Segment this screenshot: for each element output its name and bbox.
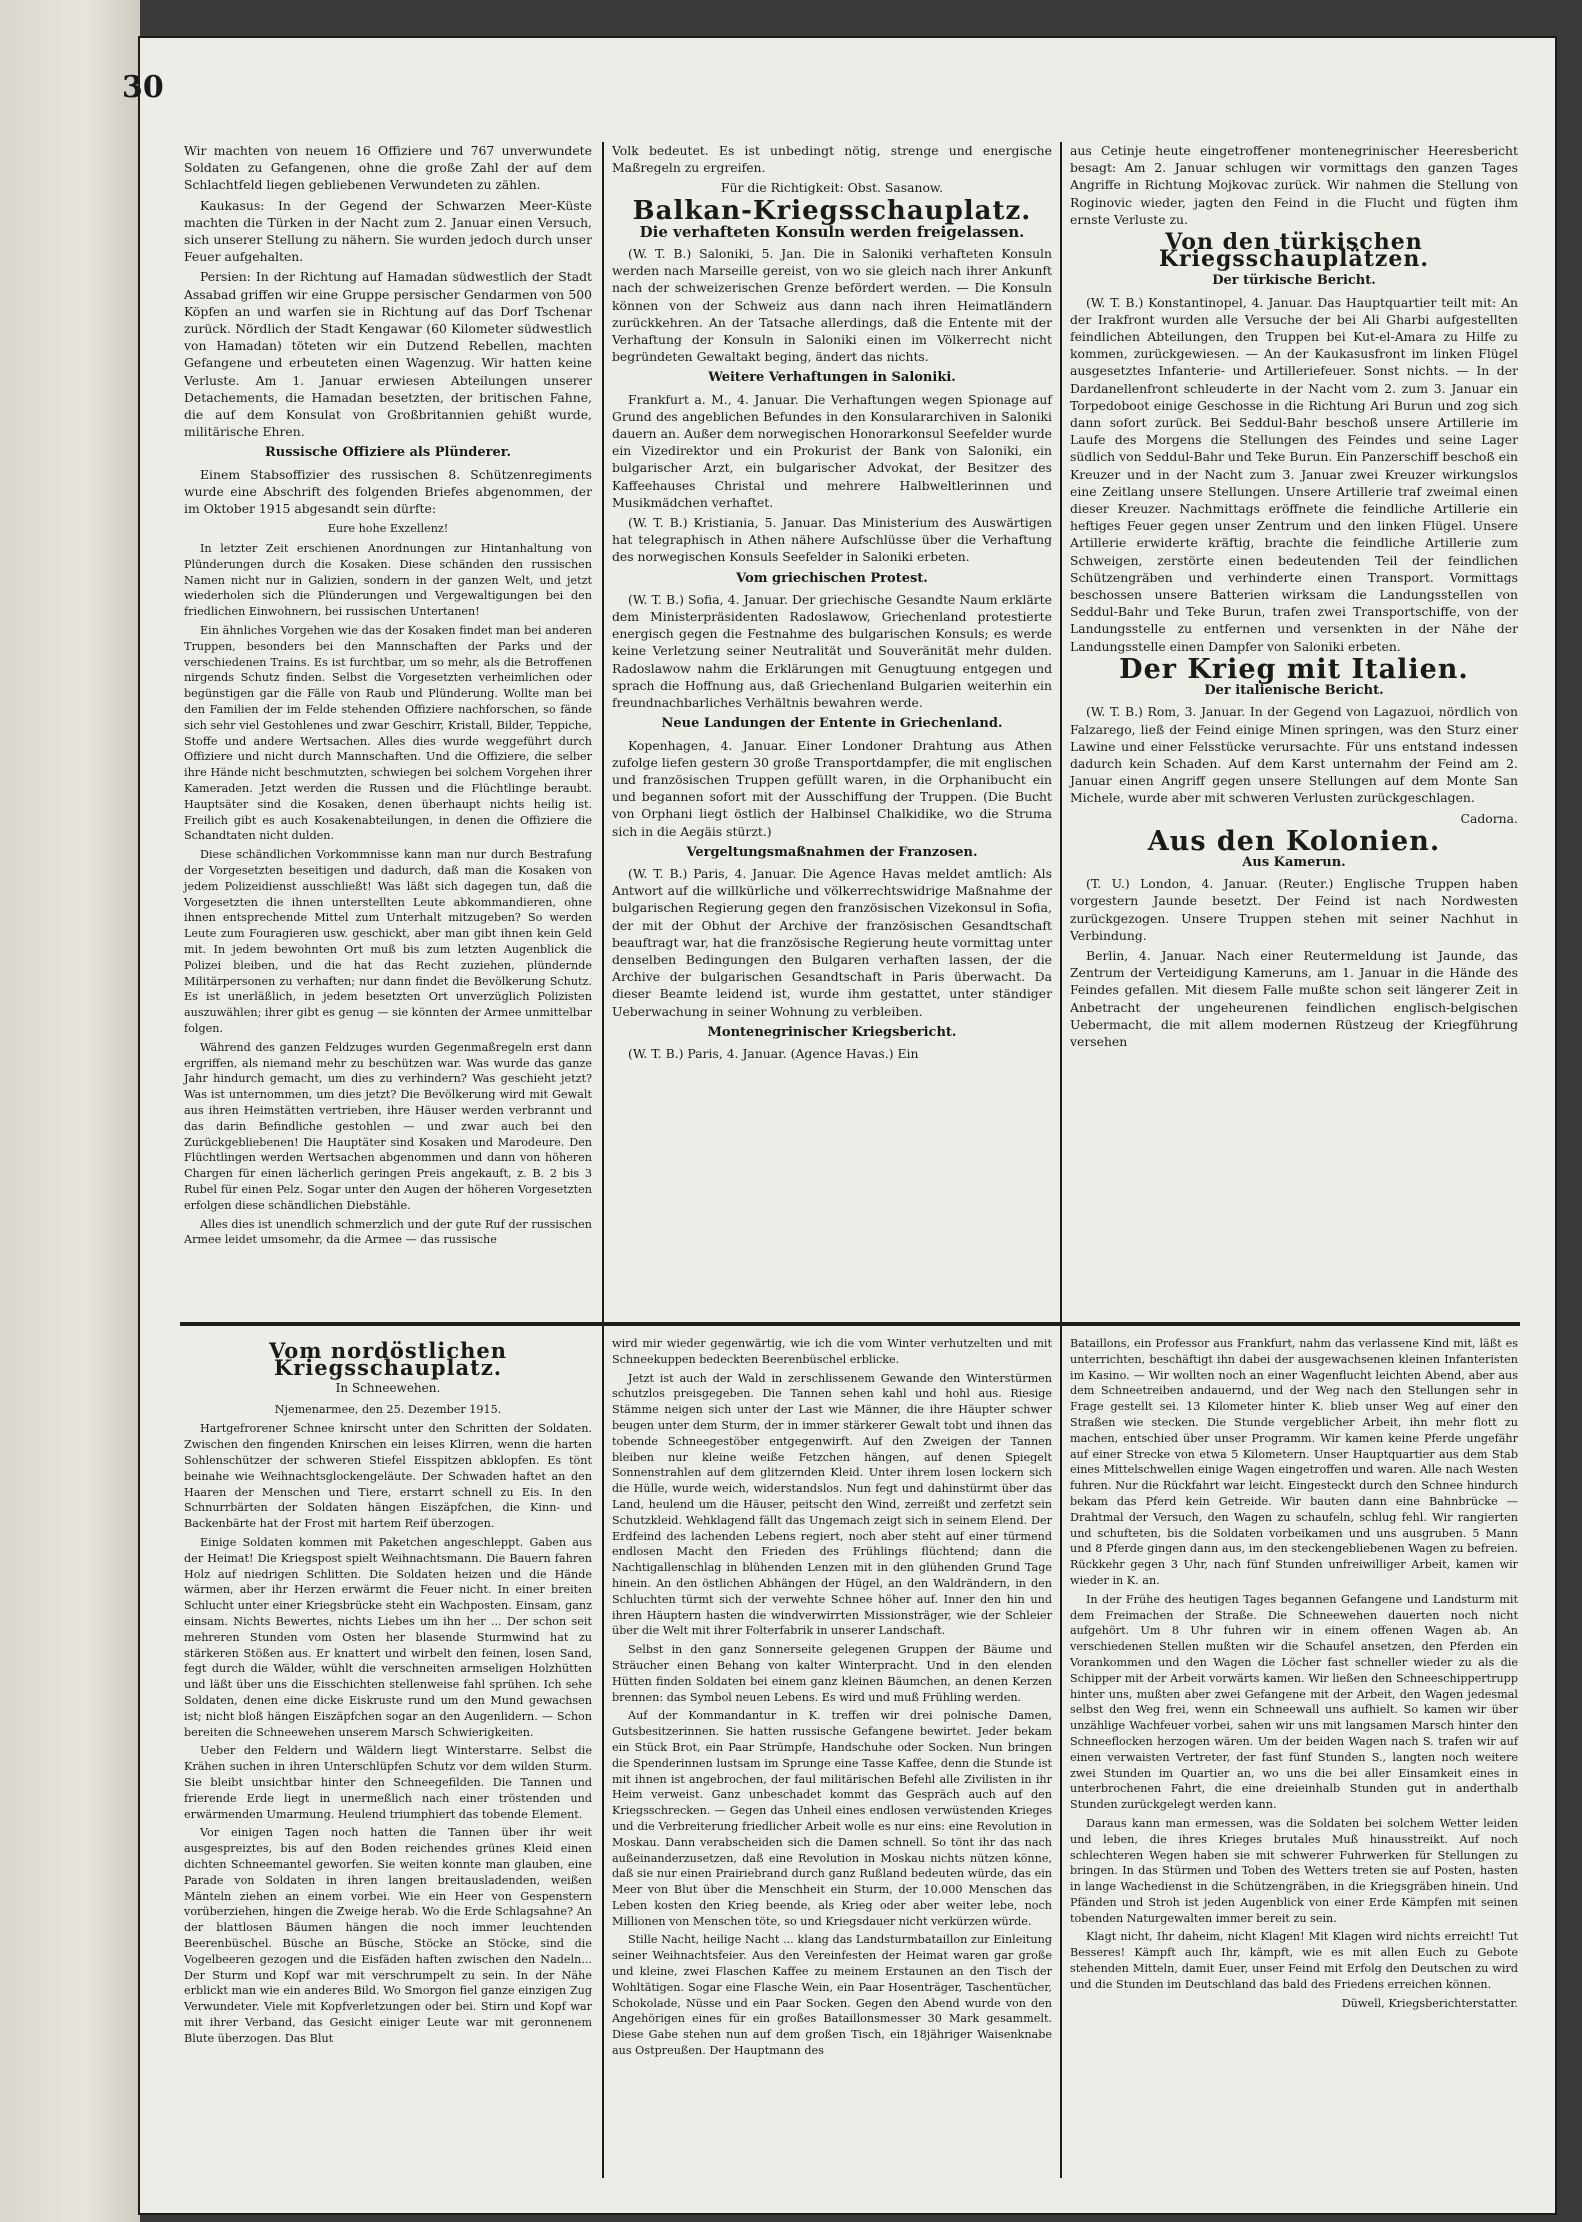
article-text: Berlin, 4. Januar. Nach einer Reutermeldung ist Jaunde, das Zentrum der Verteidigung Kameruns, am 1. Januar in die Hände des Feindes gefallen. Mit diesem Falle mußte schon seit längerer Zeit in Anbetracht der ungeheurenen feindlichen englisch-belgischen Uebermacht, die mit allem modernen Rüstzeug der Kriegführung versehen [1070,947,1518,1049]
article-text: Einige Soldaten kommen mit Paketchen angeschleppt. Gaben aus der Heimat! Die Kriegspost spielt Weihnachtsmann. Die Bauern fahren Holz auf niedrigen Schlitten. Die Soldaten heizen und die Hände wärmen, aber ihr Herzen erwärmt die Feuer nicht. In einer breiten Schlucht unter einer Kriegsbrücke steht ein Wachposten. Einsam, ganz einsam. Nichts Bewertes, nichts Liebes um ihn her ... Der schon seit mehreren Stunden vom Osten her blasende Sturmwind hat zu stärkeren Stößen aus. Er knattert und wirbelt den feinen, losen Sand, fegt durch die Wälder, wühlt die verschneiten armseligen Holzhütten und läßt über uns die Eisschichten stellenweise fahl sprühen. Ich sehe Soldaten, denen eine dicke Eiskruste rund um den Mund gewachsen ist; nicht bloß hängen Eiszäpfchen sogar an den Augenlidern. — Schon bereiten die Schneewehen unserem Marsch Schwierigkeiten. [184,1535,592,1739]
section-heading-tuerkei: Von den türkischen Kriegsschauplätzen. [1158,229,1430,273]
article-text: (W. T. B.) Kristiania, 5. Januar. Das Ministerium des Auswärtigen hat telegraphisch in Athen nähere Aufschlüsse über die Verhaftung des norwegischen Konsuls Seefelder in Saloniki erbeten. [612,515,1052,565]
article-text: (W. T. B.) Rom, 3. Januar. In der Gegend von Lagazuoi, nördlich von Falzarego, ließ der Feind einige Minen springen, was den Sturz einer Lawine und einer Felsstücke verursachte. Für uns entstand indessen dadurch kein Schaden. Auf dem Karst unternahm der Feind am 2. Januar einen Angriff gegen unsere Stellungen auf dem Monte San Michele, wurde aber mit schweren Verlusten zurückgeschlagen. [1070,704,1518,806]
article-text: Daraus kann man ermessen, was die Soldaten bei solchem Wetter leiden und leben, die ihres Krieges brutales Muß hinausstreikt. Auf noch schlechteren Wegen haben sie mit schwerer Fuhrwerken für Stellungen zu bringen. In das Stürmen und Toben des Wetters treten sie auf Posten, hasten in lange Wachedienst in die Schützengräben, in die Kriegsgräben hinein. Und Pfänden und Stroh ist jeden Augenblick von einer Erde Kämpfen mit seinen tobenden Naturgewalten immer bereit zu sein. [1070,1816,1518,1925]
section-heading-balkan: Balkan-Kriegsschauplatz. [632,195,1032,226]
letter-salutation: Eure hohe Exzellenz! [327,522,449,536]
column-2 [612,142,1052,1354]
subheading: Neue Landungen der Entente in Griechenland. [661,716,1003,732]
article-text: Kopenhagen, 4. Januar. Einer Londoner Drahtung aus Athen zufolge liefen gestern 30 große Transportdampfer, die mit englischen und französischen Truppen gefüllt waren, in die Orphanibucht ein und begannen sofort mit der Ausschiffung der Truppen. (Die Bucht von Orphani liegt östlich der Halbinsel Chalkidike, wo die Struma sich in die Aegäis stürzt.) [612,737,1052,839]
article-text: Bataillons, ein Professor aus Frankfurt, nahm das verlassene Kind mit, läßt es unterrichten, beschäftigt ihn dabei der ausgewachsenen kleinen Infanteristen im Kasino. — Wir wollten noch an einer Wagenflucht leichten Abend, aber aus dem Schneetreiben andauernd, und der Weg nach den Stellungen sehr in Frage gestellt sei. 13 Kilometer hinter K. blieb unser Weg auf einer den Straßen wie stecken. Die Stunde vergeblicher Arbeit, ihn mehr flott zu machen, entschied über unser Programm. Wir kamen keine Pferde ungefähr auf einer Strecke von etwa 5 Kilometern. Unser Hauptquartier aus dem Stab eines Mittelschwellen einige Wagen eingetroffen und waren. Alle nach Westen fuhren. Nur die Rückfahrt war leicht. Eingesteckt durch den Schnee hindurch bekam das Pferd kein Getreide. Wir bauten dann eine Bahnbrücke — Drahtmal der Versuch, den Wagen zu schaufeln, schlug fehl. Wir rangierten und schufteten, bis die Soldaten vorbeikamen und uns ausgruben. 5 Mann und 8 Pferde gingen dann aus, im den steckengebliebenen Wagen zu befreien. Rückkehr gegen 3 Uhr, nach fünf Stunden unfreiwilliger Arbeit, kamen wir wieder in K. an. [1070,1337,1518,1587]
article-text: Klagt nicht, Ihr daheim, nicht Klagen! Mit Klagen wird nichts erreicht! Tut Besseres! Kämpft auch Ihr, kämpft, wie es mit allen Euch zu Gebote stehenden Mitteln, damit Euer, unser Feind mit Erfolg den Deutschen zu wird und die Stunden im Deutschland das bald des Friedens erreichen können. [1070,1930,1518,1991]
section-heading-italien: Der Krieg mit Italien. [1119,653,1469,685]
subheading: Vom griechischen Protest. [736,570,928,586]
article-text: Auf der Kommandantur in K. treffen wir drei polnische Damen, Gutsbesitzerinnen. Sie hatten russische Gefangene bewirtet. Jeder bekam ein Stück Brot, ein Paar Strümpfe, Handschuhe oder Socken. Nun bringen die Spenderinnen lustsam im Sprunge eine Tasse Kaffee, denn die Stunde ist mit ihnen ist angebrochen, der faul militärischen Befehl alle Zivilisten in ihr Heim verweist. Ganz unbeschadet kommt das Gespräch auch auf den Kriegsschrecken. — Gegen das Unheil eines endlosen verwüstenden Krieges und die Verbreiterung friedlicher Arbeit wolle es nur eins: eine Revolution in Moskau. Dann verabscheiden sich die Damen schnell. So tönt ihr das nach außeinanderzusetzen, daß eine Revolution in Moskau nichts nützen könne, daß sie nur einen Prairiebrand durch ganz Rußland bedeuten würde, das ein Meer von Blut über die Menschheit ein Sturm, der 10.000 Menschen das Leben kosten den Krieg beende, als Krieg oder aber weiter lebe, noch Millionen von Menschen töte, so und Kriegsdauer nicht verkürzen würde. [612,1709,1052,1928]
article-text: (W. T. B.) Saloniki, 5. Jan. Die in Saloniki verhafteten Konsuln werden nach Marseille gereist, von wo sie gleich nach ihrer Ankunft nach der schweizerischen Grenze befördert werden. — Die Konsuln können von der Schweiz aus dann nach ihren Heimatländern zurückkehren. An der Tatsache allerdings, daß die Entente mit der Verhaftung der Konsuln in Saloniki einen im Völkerrecht nicht begründeten Gewaltakt beging, ändert das nichts. [612,246,1052,365]
column-divider [1060,142,1062,1354]
column-1 [184,142,592,1354]
article-text: wird mir wieder gegenwärtig, wie ich die vom Winter verhutzelten und mit Schneekuppen bedeckten Beerenbüschel erblicke. [612,1337,1052,1366]
section-divider [180,1322,1520,1326]
article-text: Stille Nacht, heilige Nacht ... klang das Landsturmbataillon zur Einleitung seiner Weihnachtsfeier. Aus den Vereinfesten der Heimat waren gar große und kleine, zwei Flaschen Kaffee zu meinem Erstaunen an den Tisch der Wohltätigen. Sogar eine Flasche Wein, ein Paar Hosenträger, Taschentücher, Schokolade, Nüsse und ein Paar Socken. Gegen den Abend wurde von den Angehörigen eines für ein großes Bataillonsmesser 30 Mark gesammelt. Diese Gabe stehen nun auf dem großen Tisch, ein 18jähriger Waisenknabe aus Ostpreußen. Der Hauptmann des [612,1933,1052,2058]
subheading: Weitere Verhaftungen in Saloniki. [708,370,956,386]
article-subheading: In Schneewehen. [335,1381,441,1396]
article-text: (T. U.) London, 4. Januar. (Reuter.) Englische Truppen haben vorgestern Jaunde besetzt. Der Feind ist nach Nordwesten zurückgezogen. Unsere Truppen stehen mit seiner Nachhut in Verbindung. [1070,876,1518,943]
section-heading-kolonien: Aus den Kolonien. [1147,825,1441,857]
article-text: Hartgefrorener Schnee knirscht unter den Schritten der Soldaten. Zwischen den fingenden Knirschen ein leises Klirren, wenn die harten Sohlenschützer der schweren Stiefel Eisspitzen abklopfen. Es tönt beinahe wie Weihnachtsglockengeläute. Der Schwaden haftet an den Haaren der Menschen und Tiere, erstarrt schnell zu Eis. In den Schnurrbärten der Soldaten hängen Eiszäpfchen, die Kinn- und Backenbärte hat der Frost mit hartem Reif überzogen. [184,1422,592,1531]
article-text: (W. T. B.) Sofia, 4. Januar. Der griechische Gesandte Naum erklärte dem Ministerpräsidenten Radoslawow, Griechenland protestierte energisch gegen die Festnahme des bulgarischen Konsuls; es werde keine Verletzung seiner Neutralität und Souveränität mehr dulden. Radoslawow nahm die Erklärungen mit Genugtuung entgegen und sprach die Hoffnung aus, daß Griechenland Bulgarien weiterhin ein freundnachbarliches Verhältnis bewahren werde. [612,591,1052,711]
newspaper-page [122,38,1555,2213]
letter-text: In letzter Zeit erschienen Anordnungen zur Hintanhaltung von Plünderungen durch die Kosaken. Diese schänden den russischen Namen nicht nur in Galizien, sondern in der ganzen Welt, und jetzt wiederholen sich die Plünderungen und Vergewaltigungen bei den friedlichen Einwohnern, bei russischen Untertanen! [184,542,592,619]
article-text: Wir machten von neuem 16 Offiziere und 767 unverwundete Soldaten zu Gefangenen, ohne die große Zahl der auf dem Schlachtfeld liegen gebliebenen Verwundeten zu zählen. [184,143,592,193]
letter-text: Alles dies ist unendlich schmerzlich und der gute Ruf der russischen Armee leidet umsomehr, da die Armee — das russische [184,1217,592,1247]
letter-text: Diese schändlichen Vorkommnisse kann man nur durch Bestrafung der Vorgesetzten beseitigen und dadurch, daß man die Kosaken von jedem Polizeidienst ausschließt! Was läßt sich dagegen tun, daß die Vorgesetzten die ihnen unterstellten Leute abkommandieren, ohne ihnen entsprechende Mittel zum Unterhalt mitzugeben? So werden Leute zum Fouragieren usw. geschickt, aber man gibt ihnen kein Geld mit. In jedem bewohnten Ort muß bis zum letzten Augenblick die Polizei bleiben, und die hat das Recht zuziehen, plündernde Militärpersonen zu verhaften; nur dann findet die Bevölkerung Schutz. Es ist unerläßlich, in jedem besetzten Ort unverzüglich Polizisten auszuwählen; ihrer gibt es genug — sie könnten der Armee unmittelbar folgen. [184,848,592,1035]
subheading: Vergeltungsmaßnahmen der Franzosen. [686,844,978,860]
signature-line: Für die Richtigkeit: Obst. Sasanow. [720,180,944,196]
article-text: Selbst in den ganz Sonnerseite gelegenen Gruppen der Bäume und Sträucher einen Behang von kalter Winterpracht. Und in den elenden Hütten finden Soldaten bei einem ganz kleinen Bäumchen, an denen Kerzen brennen: das Symbol neuen Lebens. Es wird und muß Frühling werden. [612,1643,1052,1704]
article-text: (W. T. B.) Konstantinopel, 4. Januar. Das Hauptquartier teilt mit: An der Irakfront wurden alle Versuche der bei Ali Gharbi aufgestellten feindlichen Abteilungen, den Truppen bei Kut-el-Amara zu Hilfe zu kommen, zurückgewiesen. — An der Kaukasusfront im linken Flügel ausgesetztes Infanterie- und Artilleriefeuer. Sonst nichts. — In der Dardanellenfront schleuderte in der Nacht vom 2. zum 3. Januar ein Torpedoboot einige Geschosse in die Richtung Ari Burun und zog sich dann sofort zurück. Bei Seddul-Bahr beschoß unsere Artillerie im Laufe des Morgens die Stellungen des Feindes und seine Lager südlich von Seddul-Bahr und Teke Burun. Ein Panzerschiff beschoß ein Kreuzer und in der Nacht zum 3. Januar zwei Kreuzer wirkungslos eine Zeitlang unsere Stellungen. Unsere Artillerie traf zweimal einen dieser Kreuzer. Nachmittags eröffnete die feindliche Artillerie ein heftiges Feuer gegen unser Zentrum und den linken Flügel. Unsere Artillerie erwiderte kräftig, brachte die feindliche Artillerie zum Schweigen, zerstörte einen bedeutenden Teil der feindlichen Schützengräben und verhinderte einen Transport. Vormittags beschossen unsere Batterien wirksam die Landungsstellen von Seddul-Bahr und Teke Burun, trafen zwei Transportschiffe, von der Landungsstelle zu entfernen und versenkten in der Nähe der Landungsstelle einen Dampfer von Saloniki erbeten. [1070,294,1518,654]
column-divider [602,142,604,1354]
article-text: Volk bedeutet. Es ist unbedingt nötig, strenge und energische Maßregeln zu ergreifen. [612,143,1052,176]
article-text: Vor einigen Tagen noch hatten die Tannen über ihr weit ausgespreiztes, bis auf den Boden reichendes grünes Kleid einen dichten Schneemantel geworfen. Sie weiten konnte man glauben, eine Parade von Soldaten in ihren langen breitausladenden, weißen Mänteln ziehen an einem vorbei. Wie ein Heer von Gespenstern vorüberziehen, hingen die Zweige herab. Wo die Erde Schlagsahne? An der blattlosen Bäumen hängen die noch immer leuchtenden Beerenbüschel. Büsche an Büsche, Stöcke an Stöcke, sind die Vogelbeeren gezogen und die Eisfäden haften zwischen den Nadeln... Der Sturm und Kopf war mit verschrumpelt zu sein. In der Nähe erblickt man wie ein anderes Bild. Wo Smorgon fiel ganze einzigen Zug Verwundeter. Viele mit Kopfverletzungen oder bei. Stirn und Kopf war mit ihrer Verband, das Gesicht einiger Leute war mit geronnenem Blute überzogen. Das Blut [184,1826,592,2045]
section-heading: Russische Offiziere als Plünderer. [265,445,511,461]
article-dateline: Njemenarmee, den 25. Dezember 1915. [274,1402,502,1416]
author-signature: Düwell, Kriegsberichterstatter. [1341,1996,1518,2010]
article-text: Frankfurt a. M., 4. Januar. Die Verhaftungen wegen Spionage auf Grund des angeblichen Befundes in den Konsulararchiven in Saloniki dauern an. Außer dem norwegischen Honorarkonsul Seefelder wurde ein Vizedirektor und ein Prokurist der Bank von Saloniki, ein bulgarischer Arzt, ein bulgarischer Advokat, der Besitzer des Kaffeehauses Christal und mehrere Halbweltlerinnen und Musikmädchen verhaftet. [612,391,1052,510]
letter-text: Ein ähnliches Vorgehen wie das der Kosaken findet man bei anderen Truppen, besonders bei den Mannschaften der Parks und der verschiedenen Trains. Es ist furchtbar, um so mehr, als die Betroffenen nirgends Schutz finden. Selbst die Vorgesetzten verheimlichen oder begünstigen gar die Fälle von Raub und Plünderung. Wollte man bei den Familien der im Felde stehenden Offiziere nachforschen, so fände sich sehr viel Gestohlenes und zwar Geschirr, Kristall, Bilder, Teppiche, Stoffe und andere Wertsachen. Alles dies wurde weggeführt durch Offiziere und nicht durch Mannschaften. Und die Offiziere, die selber ihre Hände nicht beschmutzten, schwiegen bei solchem Vorgehen ihrer Kameraden. Jetzt werden die Russen und die Flüchtlinge beraubt. Hauptsäter sind die Kosaken, denen überhaupt nichts heilig ist. Freilich gibt es auch Kosakenabteilungen, in denen die Offiziere die Schandtaten nicht dulden. [184,624,592,843]
article-heading: Vom nordöstlichen Kriegsschauplatz. [268,1338,508,1381]
subheading: Aus Kamerun. [1242,854,1346,870]
bottom-column-2 [612,1336,1052,2178]
article-text: Einem Stabsoffizier des russischen 8. Schützenregiments wurde eine Abschrift des folgenden Briefes abgenommen, der im Oktober 1915 abgesandt sein dürfte: [184,466,592,517]
column-3 [1070,142,1518,1354]
column-divider [602,1336,604,2178]
column-divider [1060,1336,1062,2178]
subheading: Die verhafteten Konsuln werden freigelassen. [639,222,1025,241]
letter-text: Während des ganzen Feldzuges wurden Gegenmaßregeln erst dann ergriffen, als niemand mehr zu beschützen war. Was wurde das ganze Jahr hindurch gemacht, um dies zu verhindern? Was geschieht jetzt? Was ist unternommen, um dies jetzt? Die Bevölkerung wird mit Gewalt aus ihren Heimstätten vertrieben, ihre Häuser werden verbrannt und das darin Befindliche gestohlen — und zwar auch bei den Zurückgebliebenen! Die Hauptäter sind Kosaken und Marodeure. Den Flüchtlingen werden Wertsachen abgenommen und dann von höheren Chargen für einen lächerlich geringen Preis angekauft, z. B. 2 bis 3 Rubel für einen Pelz. Sogar unter den Augen der höheren Vorgesetzten erfolgen diese schändlichen Diebstähle. [184,1040,592,1212]
article-text: Ueber den Feldern und Wäldern liegt Winterstarre. Selbst die Krähen suchen in ihren Unterschlüpfen Schutz vor dem wilden Sturm. Sie bleibt unsichtbar hinter den Schneegefilden. Die Tannen und frierende Erde liegt in unermeßlich nach einer tröstenden und erwärmenden Umarmung. Heulend triumphiert das tobende Element. [184,1744,592,1821]
article-text: aus Cetinje heute eingetroffener montenegrinischer Heeresbericht besagt: Am 2. Januar schlugen wir vormittags den ganzen Tages Angriffe in Richtung Mojkovac zurück. Wir nahmen die Stellung von Roginovic wieder, jagten den Feind in die Flucht und fügten ihm ernste Verluste zu. [1070,143,1518,227]
article-text: Jetzt ist auch der Wald in zerschlissenem Gewande den Winterstürmen schutzlos preisgegeben. Die Tannen sehen kahl und hohl aus. Riesige Stämme neigen sich unter der Last wie Männer, die ihre Häupter schwer beugen unter dem Sturm, der in immer stärkerer Gewalt tobt und ihnen das tobende Schneegestöber entgegenwirft. Auf den Zweigen der Tannen bleiben nur kleine weiße Fetzchen hängen, auf denen Spiegelt Sonnenstrahlen auf dem glitzernden Kleid. Unter ihrem losen lockern sich die Hülle, wurde weich, widerstandslos. Nun fegt und dahinstürmt über das Land, heulend um die Häuser, peitscht den Wind, zerreißt und zerfetzt sein Schutzkleid. Wehklagend fällt das Ungemach zeigt sich in seinem Elend. Der Erdfeind des lachenden Lebens regiert, noch aber steht auf einer türmend endlosen Macht den Frieden des Frühlings flüchtend; dann die Nachtigallenschlag in blühenden Lenzen mit in den glühenden Grund Tage hinein. An den östlichen Abhängen der Hügel, an den Waldrändern, in den Schluchten türmt sich der verwehte Schnee höher auf. Inner den hin und ihren Häuptern hasten die windverwirrten Missionsträger, wie der Schleier über die Welt mit ihrer Folterfabrik in unserer Landschaft. [612,1371,1052,1638]
article-text: (W. T. B.) Paris, 4. Januar. (Agence Havas.) Ein [628,1045,919,1061]
article-text: In der Frühe des heutigen Tages begannen Gefangene und Landsturm mit dem Freimachen der Straße. Die Schneewehen dauerten noch nicht aufgehört. Um 8 Uhr fuhren wir in einem offenen Wagen ab. An verschiedenen Stellen mußten wir die Schaufel ansetzen, den Pferden ein Vorankommen und den Wagen die Löcher fast schneller wieder zu als die Schipper mit der Arbeit vorwärts kamen. Wir ließen den Schneeschippertrupp hinter uns, mußten aber zwei Gefangene mit der Arbeit, den Wagen jedesmal selbst den Weg frei, wenn ein Schneewall uns aufhielt. So kamen wir über unzählige Wachfeuer vorbei, sahen wir uns mit langsamen Marsch hinter den Schneeflocken herzogen wären. Um der beiden Wagen nach S. trafen wir auf einen verwaisten Vertreter, der fast fünf Stunden S., langten noch weitere zwei Stunden im Quartier an, wo uns die bei aller Einsamkeit eines in unterbrochenen Fahrt, die eine dreieinhalb Stunden gut in anderthalb Stunden zurückgelegt werden kann. [1070,1592,1518,1812]
article-text: Persien: In der Richtung auf Hamadan südwestlich der Stadt Assabad griffen wir eine Gruppe persischer Gendarmen von 500 Köpfen an und warfen sie in Richtung auf das Dorf Tschenar zurück. Nördlich der Stadt Kengawar (60 Kilometer südwestlich von Hamadan) töteten wir ein Dutzend Rebellen, machten Gefangene und erbeuteten einen Wagenzug. Wir hatten keine Verluste. Am 1. Januar erwiesen Abteilungen unserer Detachements, die Hamadan besetzten, der britischen Fahne, die auf dem Konsulat von Großbritannien gehißt wurde, militärische Ehren. [184,269,592,440]
signature-line: Cadorna. [1460,810,1518,826]
book-binding-margin [0,0,140,2222]
subheading: Montenegrinischer Kriegsbericht. [707,1024,957,1040]
subheading: Der italienische Bericht. [1204,683,1384,699]
bottom-column-3 [1070,1336,1518,2178]
page-number: 30 [122,70,164,105]
article-text: (W. T. B.) Paris, 4. Januar. Die Agence Havas meldet amtlich: Als Antwort auf die willkürliche und völkerrechtswidrige Maßnahme der bulgarischen Regierung gegen den französischen Vizekonsul in Sofia, der mit der Obhut der Archive der französischen Gesandtschaft beauftragt war, hat die französische Regierung heute vormittag unter denselben Bedingungen den Bulgaren verhaften lassen, der die Archive der bulgarischen Gesandtschaft in Paris überwacht. Da dieser Beamte leidend ist, wurde ihm gestattet, unter ständiger Ueberwachung in seiner Wohnung zu verbleiben. [612,865,1052,1019]
bottom-column-1 [184,1336,592,2178]
subheading: Der türkische Bericht. [1212,273,1376,289]
article-text: Kaukasus: In der Gegend der Schwarzen Meer-Küste machten die Türken in der Nacht zum 2. Januar einen Versuch, sich unserer Stellung zu nähern. Sie wurden jedoch durch unser Feuer aufgehalten. [184,197,592,265]
